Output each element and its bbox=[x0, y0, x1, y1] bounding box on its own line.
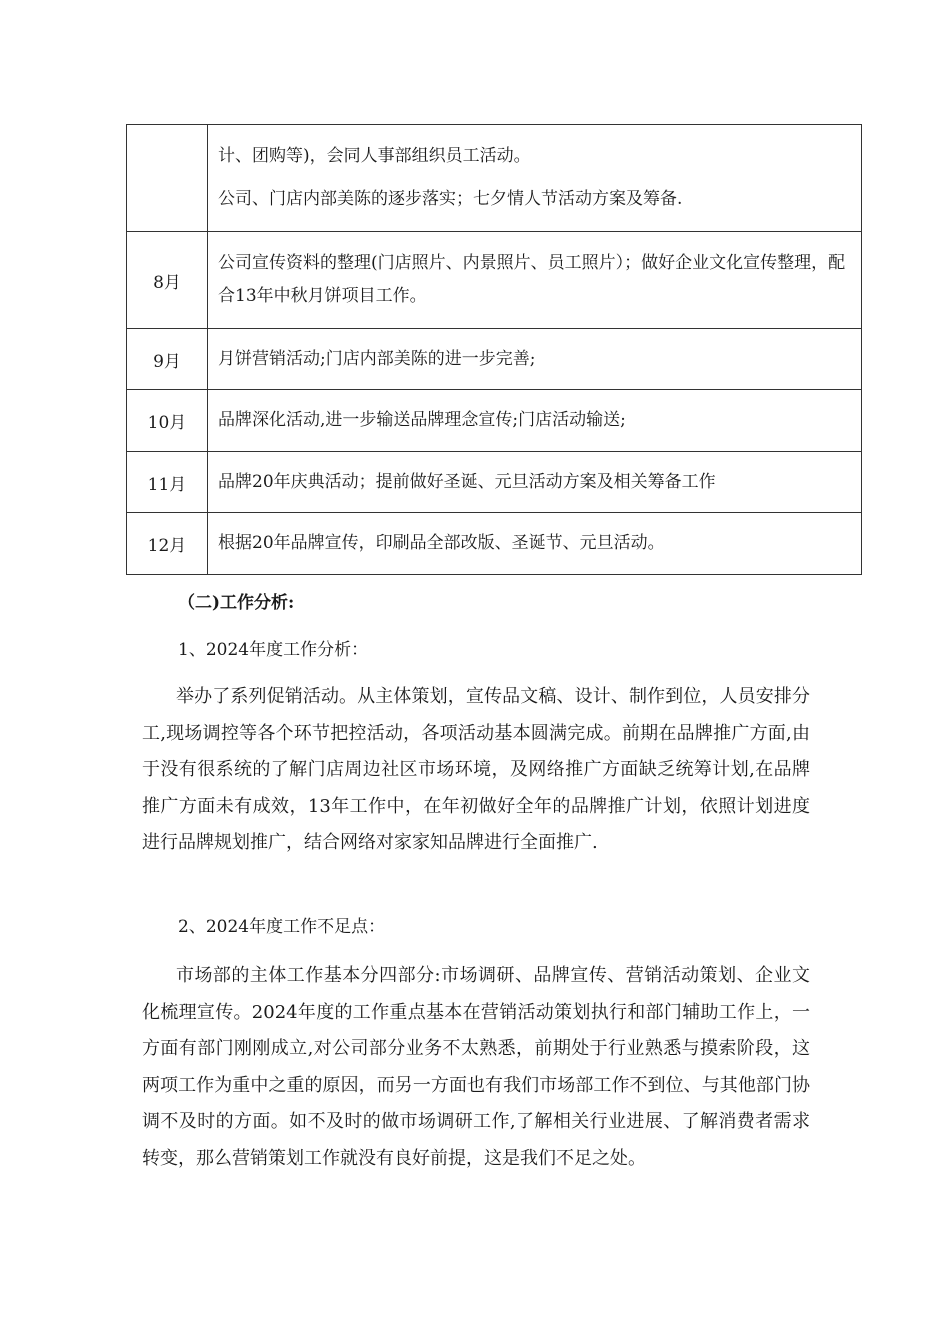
table-row bbox=[127, 513, 862, 575]
analysis-paragraph: 举办了系列促销活动。从主体策划，宣传品文稿、设计、制作到位，人员安排分工,现场调控等各个环节把控活动，各项活动基本圆满完成。前期在品牌推广方面,由于没有很系统的了解门店周边社区市场环境，及网络推广方面缺乏统筹计划,在品牌推广方面未有成效，13年工作中，在年初做好全年的品牌推广计划，依照计划进度进行品牌规划推广，结合网络对家家知品牌进行全面推广. bbox=[142, 686, 810, 853]
plan-content-cell bbox=[208, 390, 862, 452]
plan-line: 品牌20年庆典活动；提前做好圣诞、元旦活动方案及相关筹备工作 bbox=[218, 471, 716, 492]
plan-line: 公司宣传资料的整理(门店照片、内景照片、员工照片）；做好企业文化宣传整理，配合13年中秋月饼项目工作。 bbox=[218, 253, 846, 306]
month-cell: 8月 bbox=[127, 232, 208, 329]
month-cell: 9月 bbox=[127, 329, 208, 390]
month-cell: 11月 bbox=[127, 452, 208, 513]
plan-content-cell bbox=[208, 329, 862, 390]
monthly-plan-table bbox=[126, 124, 862, 575]
plan-content-cell bbox=[208, 452, 862, 513]
plan-line: 根据20年品牌宣传，印刷品全部改版、圣诞节、元旦活动。 bbox=[218, 533, 665, 553]
plan-content-cell bbox=[208, 513, 862, 575]
plan-line: 计、团购等)，会同人事部组织员工活动。 bbox=[218, 146, 531, 166]
section-title: （二)工作分析: bbox=[178, 593, 295, 613]
plan-content-cell bbox=[208, 125, 862, 232]
plan-content-cell bbox=[208, 232, 862, 329]
plan-line: 月饼营销活动;门店内部美陈的进一步完善; bbox=[218, 348, 536, 369]
table-row bbox=[127, 390, 862, 452]
analysis-heading: 1、2024年度工作分析： bbox=[178, 640, 369, 660]
month-cell: 10月 bbox=[127, 390, 208, 452]
plan-line: 公司、门店内部美陈的逐步落实；七夕情人节活动方案及筹备. bbox=[218, 189, 683, 209]
month-cell bbox=[127, 125, 208, 232]
shortcomings-heading: 2、2024年度工作不足点： bbox=[178, 917, 386, 937]
table-row bbox=[127, 125, 862, 232]
table-row bbox=[127, 452, 862, 513]
month-cell: 12月 bbox=[127, 513, 208, 575]
plan-line: 品牌深化活动,进一步输送品牌理念宣传;门店活动输送; bbox=[218, 410, 626, 430]
shortcomings-paragraph: 市场部的主体工作基本分四部分:市场调研、品牌宣传、营销活动策划、企业文化梳理宣传。2024年度的工作重点基本在营销活动策划执行和部门辅助工作上，一方面有部门刚刚成立,对公司部分业务不太熟悉，前期处于行业熟悉与摸索阶段，这两项工作为重中之重的原因，而另一方面也有我们市场部工作不到位、与其他部门协调不及时的方面。如不及时的做市场调研工作,了解相关行业进展、了解消费者需求转变，那么营销策划工作就没有良好前提，这是我们不足之处。 bbox=[142, 965, 810, 1169]
table-row bbox=[127, 232, 862, 329]
table-row bbox=[127, 329, 862, 390]
